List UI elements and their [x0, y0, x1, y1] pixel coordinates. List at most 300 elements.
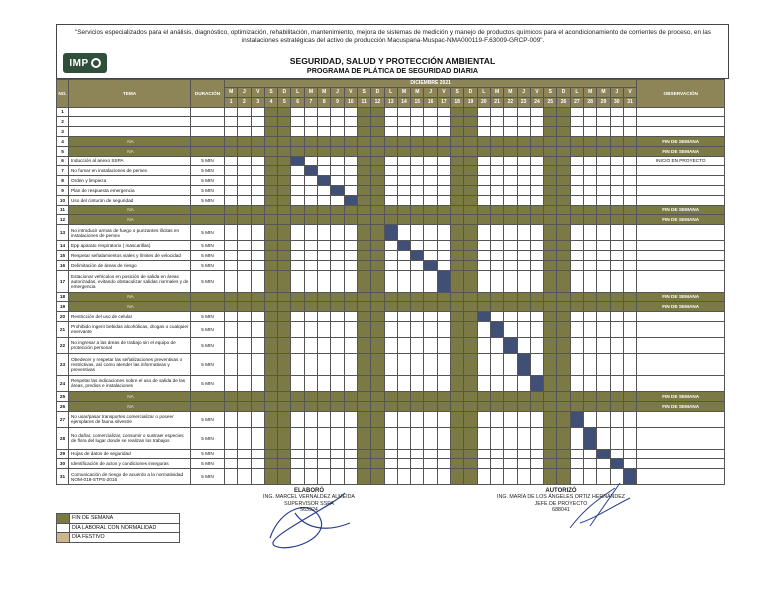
day-cell [291, 127, 304, 137]
day-cell [238, 353, 251, 375]
day-cell [504, 195, 517, 205]
day-cell [371, 156, 384, 166]
day-cell [278, 260, 291, 270]
day-cell [264, 176, 277, 186]
day-cell [490, 321, 503, 337]
row-observation [637, 117, 725, 127]
day-cell [451, 449, 464, 459]
day-cell [570, 427, 583, 449]
day-cell [517, 321, 530, 337]
day-cell [490, 337, 503, 353]
day-cell [411, 449, 424, 459]
day-cell [238, 215, 251, 225]
day-cell [597, 312, 610, 322]
day-cell [610, 166, 623, 176]
day-cell [490, 127, 503, 137]
day-cell [517, 270, 530, 292]
day-cell [304, 136, 317, 146]
day-cell [544, 241, 557, 251]
day-cell [623, 107, 636, 117]
day-cell [331, 225, 344, 241]
day-cell [225, 250, 238, 260]
day-cell [477, 146, 490, 156]
day-cell [464, 195, 477, 205]
day-cell [264, 185, 277, 195]
day-letter: L [570, 88, 583, 98]
row-topic: Orden y limpieza [69, 176, 191, 186]
day-number: 18 [451, 97, 464, 107]
day-number: 15 [411, 97, 424, 107]
day-cell [411, 312, 424, 322]
document-subtitle: PROGRAMA DE PLÁTICA DE SEGURIDAD DIARIA [306, 66, 479, 75]
day-cell [570, 225, 583, 241]
day-cell [584, 312, 597, 322]
day-cell [557, 321, 570, 337]
day-cell [557, 391, 570, 401]
day-cell [251, 127, 264, 137]
day-cell [357, 449, 370, 459]
day-cell [490, 156, 503, 166]
day-cell [264, 459, 277, 469]
day-cell [437, 270, 450, 292]
day-cell [477, 449, 490, 459]
day-cell [331, 375, 344, 391]
day-cell [504, 176, 517, 186]
signature-elaboro [250, 488, 368, 514]
day-cell [264, 156, 277, 166]
row-number: 24 [57, 375, 69, 391]
day-cell [597, 166, 610, 176]
day-cell [623, 391, 636, 401]
table-row [57, 270, 725, 292]
day-cell [251, 260, 264, 270]
day-cell [304, 215, 317, 225]
day-cell [544, 391, 557, 401]
day-cell [251, 411, 264, 427]
day-cell [225, 136, 238, 146]
day-cell [464, 353, 477, 375]
day-cell [357, 391, 370, 401]
day-cell [384, 195, 397, 205]
day-cell [264, 353, 277, 375]
day-cell [437, 411, 450, 427]
day-cell [504, 117, 517, 127]
day-cell [371, 353, 384, 375]
day-cell [331, 321, 344, 337]
day-cell [225, 353, 238, 375]
day-cell [371, 411, 384, 427]
day-cell [357, 312, 370, 322]
day-cell [411, 205, 424, 215]
day-cell [504, 215, 517, 225]
day-cell [264, 401, 277, 411]
day-cell [251, 166, 264, 176]
day-cell [597, 321, 610, 337]
day-letter: D [464, 88, 477, 98]
day-cell [225, 270, 238, 292]
day-cell [584, 321, 597, 337]
day-cell [517, 401, 530, 411]
day-cell [225, 469, 238, 485]
day-letter: S [451, 88, 464, 98]
row-observation [637, 250, 725, 260]
day-cell [544, 136, 557, 146]
day-cell [331, 353, 344, 375]
day-cell [597, 375, 610, 391]
row-duration: 5 MIN [191, 185, 225, 195]
day-cell [318, 270, 331, 292]
day-cell [570, 166, 583, 176]
day-cell [357, 270, 370, 292]
day-cell [357, 353, 370, 375]
row-observation [637, 312, 725, 322]
row-duration [191, 302, 225, 312]
row-number: 21 [57, 321, 69, 337]
day-cell [477, 156, 490, 166]
day-cell [490, 401, 503, 411]
day-cell [530, 215, 543, 225]
day-cell [557, 312, 570, 322]
row-duration: 5 MIN [191, 176, 225, 186]
day-cell [225, 166, 238, 176]
day-cell [464, 469, 477, 485]
day-cell [238, 107, 251, 117]
day-cell [451, 166, 464, 176]
day-cell [304, 292, 317, 302]
day-cell [623, 146, 636, 156]
day-cell [318, 156, 331, 166]
day-cell [504, 427, 517, 449]
day-cell [530, 185, 543, 195]
day-cell [517, 176, 530, 186]
day-cell [451, 459, 464, 469]
day-cell [424, 117, 437, 127]
day-cell [371, 117, 384, 127]
day-cell [384, 427, 397, 449]
day-cell [490, 185, 503, 195]
day-cell [251, 321, 264, 337]
day-cell [278, 225, 291, 241]
day-cell [397, 185, 410, 195]
day-cell [251, 302, 264, 312]
elaboro-id: 563924 [300, 507, 318, 514]
day-cell [597, 353, 610, 375]
day-cell [570, 205, 583, 215]
day-cell [264, 312, 277, 322]
day-cell [464, 401, 477, 411]
table-row [57, 176, 725, 186]
day-cell [530, 321, 543, 337]
day-cell [225, 427, 238, 449]
column-header-observacion: OBSERVACIÓN [637, 80, 725, 108]
day-cell [623, 195, 636, 205]
row-number: 13 [57, 225, 69, 241]
day-letter: M [411, 88, 424, 98]
row-number: 30 [57, 459, 69, 469]
day-cell [490, 459, 503, 469]
day-cell [397, 176, 410, 186]
day-cell [397, 270, 410, 292]
day-cell [384, 353, 397, 375]
day-cell [411, 411, 424, 427]
day-number: 16 [424, 97, 437, 107]
day-cell [304, 205, 317, 215]
day-cell [437, 166, 450, 176]
day-cell [318, 166, 331, 176]
day-cell [424, 337, 437, 353]
day-cell [397, 337, 410, 353]
day-letter: M [318, 88, 331, 98]
day-cell [264, 205, 277, 215]
day-cell [597, 401, 610, 411]
schedule-table-wrap [56, 79, 725, 485]
day-letter: M [504, 88, 517, 98]
day-letter: V [530, 88, 543, 98]
day-cell [238, 449, 251, 459]
row-duration [191, 205, 225, 215]
day-cell [570, 353, 583, 375]
day-letter: S [264, 88, 277, 98]
day-cell [597, 250, 610, 260]
day-cell [451, 185, 464, 195]
day-cell [570, 117, 583, 127]
day-cell [464, 185, 477, 195]
day-cell [384, 146, 397, 156]
day-cell [318, 292, 331, 302]
day-cell [610, 136, 623, 146]
day-cell [544, 270, 557, 292]
row-number: 26 [57, 401, 69, 411]
day-cell [331, 215, 344, 225]
day-cell [517, 459, 530, 469]
day-cell [344, 127, 357, 137]
day-cell [384, 411, 397, 427]
day-cell [357, 215, 370, 225]
day-cell [504, 459, 517, 469]
day-cell [384, 302, 397, 312]
row-number: 17 [57, 270, 69, 292]
day-cell [530, 312, 543, 322]
row-number: 12 [57, 215, 69, 225]
day-cell [251, 250, 264, 260]
day-cell [557, 156, 570, 166]
day-cell [464, 292, 477, 302]
day-number: 27 [570, 97, 583, 107]
table-row [57, 146, 725, 156]
day-cell [411, 241, 424, 251]
day-cell [344, 292, 357, 302]
day-cell [371, 312, 384, 322]
row-number: 18 [57, 292, 69, 302]
day-cell [331, 146, 344, 156]
row-observation [637, 166, 725, 176]
day-cell [597, 449, 610, 459]
day-cell [464, 176, 477, 186]
month-header: DICIEMBRE 2021 [225, 80, 637, 88]
day-cell [344, 353, 357, 375]
day-cell [397, 107, 410, 117]
day-cell [584, 353, 597, 375]
day-cell [464, 270, 477, 292]
day-cell [344, 302, 357, 312]
autorizo-id: 688041 [552, 507, 570, 514]
day-cell [530, 107, 543, 117]
day-cell [437, 292, 450, 302]
day-cell [318, 312, 331, 322]
row-duration [191, 107, 225, 117]
row-topic: Restricción del uso de celular [69, 312, 191, 322]
day-cell [437, 312, 450, 322]
table-row [57, 353, 725, 375]
day-cell [318, 353, 331, 375]
day-cell [371, 241, 384, 251]
day-cell [477, 136, 490, 146]
day-cell [477, 459, 490, 469]
day-cell [557, 270, 570, 292]
day-cell [344, 250, 357, 260]
day-cell [544, 375, 557, 391]
day-cell [584, 156, 597, 166]
day-cell [397, 391, 410, 401]
day-cell [623, 427, 636, 449]
day-cell [264, 225, 277, 241]
day-cell [544, 292, 557, 302]
day-cell [251, 185, 264, 195]
day-cell [437, 302, 450, 312]
row-number: 5 [57, 146, 69, 156]
day-cell [238, 411, 251, 427]
day-cell [318, 391, 331, 401]
day-cell [251, 241, 264, 251]
day-cell [424, 127, 437, 137]
day-cell [344, 270, 357, 292]
row-observation: FIN DE SEMANA [637, 292, 725, 302]
day-cell [411, 136, 424, 146]
day-cell [397, 469, 410, 485]
day-cell [544, 156, 557, 166]
day-cell [437, 176, 450, 186]
day-letter: M [397, 88, 410, 98]
day-cell [371, 375, 384, 391]
row-duration: 5 MIN [191, 156, 225, 166]
day-cell [610, 459, 623, 469]
day-cell [517, 156, 530, 166]
day-cell [238, 321, 251, 337]
legend-label: DÍA LABORAL CON NORMALIDAD [70, 523, 180, 533]
day-cell [371, 205, 384, 215]
day-cell [610, 156, 623, 166]
day-cell [584, 241, 597, 251]
day-cell [570, 292, 583, 302]
row-topic: Comunicación de riesgo de acuerdo a la normatividad NOM-018-STPS-2015 [69, 469, 191, 485]
day-cell [464, 205, 477, 215]
day-cell [264, 117, 277, 127]
row-topic: No dañar, comercializar, consumir o sustraer especies de flora del lugar donde se realizan los trabajos [69, 427, 191, 449]
day-cell [397, 260, 410, 270]
day-cell [530, 292, 543, 302]
day-cell [411, 215, 424, 225]
day-cell [623, 250, 636, 260]
day-cell [597, 337, 610, 353]
day-letter: L [384, 88, 397, 98]
day-cell [451, 136, 464, 146]
day-cell [225, 215, 238, 225]
day-cell [411, 225, 424, 241]
day-cell [318, 176, 331, 186]
day-cell [437, 215, 450, 225]
day-cell [477, 205, 490, 215]
day-cell [238, 127, 251, 137]
day-cell [597, 459, 610, 469]
day-cell [304, 156, 317, 166]
day-cell [344, 225, 357, 241]
day-cell [544, 205, 557, 215]
day-cell [251, 312, 264, 322]
day-cell [357, 375, 370, 391]
day-cell [477, 401, 490, 411]
day-cell [504, 302, 517, 312]
day-number: 11 [357, 97, 370, 107]
day-cell [597, 241, 610, 251]
day-cell [451, 241, 464, 251]
day-cell [570, 302, 583, 312]
day-cell [371, 321, 384, 337]
day-cell [264, 427, 277, 449]
row-topic: NA [69, 146, 191, 156]
day-cell [251, 146, 264, 156]
row-topic: NA [69, 292, 191, 302]
legend-swatch [57, 533, 70, 543]
day-cell [251, 391, 264, 401]
day-cell [597, 176, 610, 186]
day-cell [584, 215, 597, 225]
signature-autorizo [486, 488, 636, 514]
day-cell [557, 225, 570, 241]
day-cell [490, 411, 503, 427]
day-cell [437, 241, 450, 251]
day-cell [291, 166, 304, 176]
day-letter: D [557, 88, 570, 98]
day-cell [411, 353, 424, 375]
row-duration: 5 MIN [191, 353, 225, 375]
day-cell [278, 427, 291, 449]
day-cell [490, 260, 503, 270]
day-cell [251, 449, 264, 459]
row-topic: Estacionar vehículos en posición de salida en áreas autorizadas, evitando obstaculizar salidas normales y de emergencia [69, 270, 191, 292]
day-cell [291, 292, 304, 302]
day-cell [357, 156, 370, 166]
day-cell [424, 391, 437, 401]
day-cell [384, 117, 397, 127]
day-cell [437, 391, 450, 401]
day-cell [584, 146, 597, 156]
day-cell [451, 270, 464, 292]
row-topic: Delimitación de áreas de riesgo [69, 260, 191, 270]
day-cell [437, 205, 450, 215]
day-cell [251, 107, 264, 117]
day-cell [331, 391, 344, 401]
logo-text: IMP [69, 57, 89, 69]
day-cell [384, 312, 397, 322]
day-cell [411, 302, 424, 312]
day-cell [424, 241, 437, 251]
row-topic: NA [69, 136, 191, 146]
day-cell [597, 292, 610, 302]
day-cell [597, 185, 610, 195]
day-cell [291, 156, 304, 166]
table-row [57, 260, 725, 270]
day-cell [371, 215, 384, 225]
